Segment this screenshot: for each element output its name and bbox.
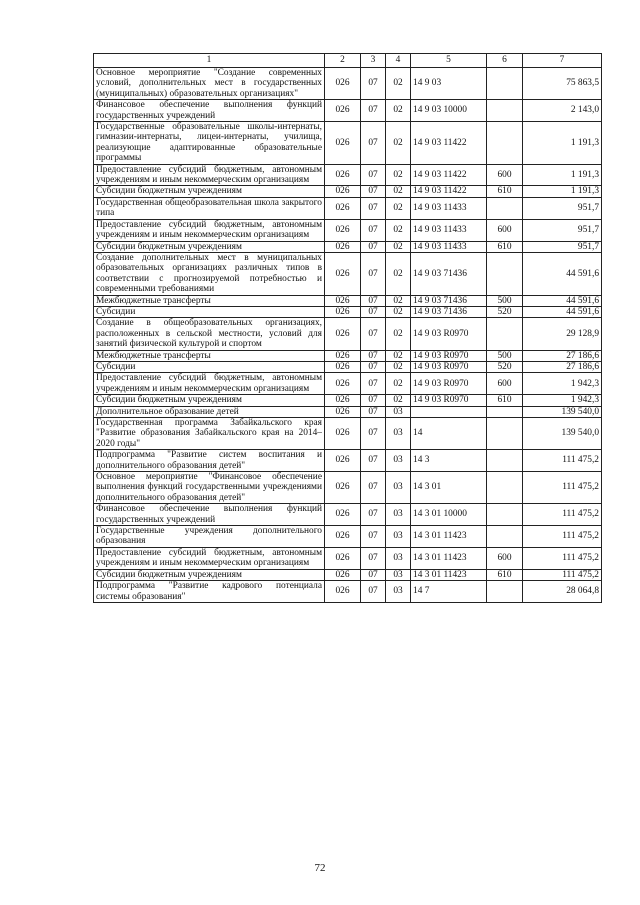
table-row <box>94 581 602 603</box>
section-cell: 07 <box>361 68 386 100</box>
section-cell: 07 <box>361 122 386 165</box>
subsection-cell: 02 <box>386 186 411 197</box>
row-name-cell: Субсидии <box>94 361 325 372</box>
target-article-cell: 14 9 03 11433 <box>411 197 487 219</box>
subsection-cell: 02 <box>386 306 411 317</box>
section-cell: 07 <box>361 197 386 219</box>
subsection-cell: 02 <box>386 219 411 241</box>
table-row <box>94 306 602 317</box>
expense-type-cell: 610 <box>487 241 523 252</box>
table-row <box>94 318 602 350</box>
table-header-row <box>94 54 602 68</box>
column-header: 3 <box>361 54 386 68</box>
grbs-code-cell: 026 <box>325 241 361 252</box>
target-article-cell: 14 3 01 10000 <box>411 504 487 526</box>
expense-type-cell <box>487 581 523 603</box>
table-row <box>94 418 602 450</box>
amount-cell: 951,7 <box>523 219 602 241</box>
section-cell: 07 <box>361 252 386 295</box>
subsection-cell: 03 <box>386 504 411 526</box>
amount-cell: 1 191,3 <box>523 122 602 165</box>
amount-cell: 75 863,5 <box>523 68 602 100</box>
subsection-cell: 02 <box>386 197 411 219</box>
target-article-cell: 14 <box>411 418 487 450</box>
grbs-code-cell: 026 <box>325 547 361 569</box>
grbs-code-cell: 026 <box>325 581 361 603</box>
expense-type-cell: 500 <box>487 295 523 306</box>
target-article-cell: 14 9 03 10000 <box>411 100 487 122</box>
row-name-cell: Субсидии <box>94 306 325 317</box>
row-name-cell: Основное мероприятие "Финансовое обеспечение выполнения функций государственными учреждениями дополнительного образования детей" <box>94 472 325 504</box>
subsection-cell: 02 <box>386 241 411 252</box>
table-row <box>94 295 602 306</box>
amount-cell: 111 475,2 <box>523 569 602 580</box>
section-cell: 07 <box>361 472 386 504</box>
grbs-code-cell: 026 <box>325 350 361 361</box>
expense-type-cell <box>487 68 523 100</box>
row-name-cell: Финансовое обеспечение выполнения функций государственных учреждений <box>94 100 325 122</box>
row-name-cell: Создание дополнительных мест в муниципальных образовательных организациях различных типов в соответствии с прогнозируемой потребностью и современными требованиями <box>94 252 325 295</box>
expense-type-cell: 610 <box>487 569 523 580</box>
column-header: 5 <box>411 54 487 68</box>
row-name-cell: Государственная программа Забайкальского края "Развитие образования Забайкальского края на 2014–2020 годы" <box>94 418 325 450</box>
table-row <box>94 395 602 406</box>
row-name-cell: Основное мероприятие "Создание современных условий, дополнительных мест в государственных (муниципальных) образовательных организациях" <box>94 68 325 100</box>
subsection-cell: 02 <box>386 350 411 361</box>
section-cell: 07 <box>361 100 386 122</box>
target-article-cell: 14 3 01 11423 <box>411 569 487 580</box>
expense-type-cell: 600 <box>487 219 523 241</box>
target-article-cell: 14 9 03 R0970 <box>411 318 487 350</box>
column-header: 7 <box>523 54 602 68</box>
expense-type-cell: 520 <box>487 306 523 317</box>
expense-type-cell: 520 <box>487 361 523 372</box>
expense-type-cell <box>487 504 523 526</box>
subsection-cell: 03 <box>386 569 411 580</box>
section-cell: 07 <box>361 581 386 603</box>
column-header: 4 <box>386 54 411 68</box>
table-row <box>94 219 602 241</box>
section-cell: 07 <box>361 306 386 317</box>
target-article-cell: 14 9 03 R0970 <box>411 350 487 361</box>
amount-cell: 44 591,6 <box>523 252 602 295</box>
subsection-cell: 02 <box>386 122 411 165</box>
table-row <box>94 252 602 295</box>
table-row <box>94 164 602 186</box>
grbs-code-cell: 026 <box>325 373 361 395</box>
column-header: 1 <box>94 54 325 68</box>
subsection-cell: 02 <box>386 252 411 295</box>
subsection-cell: 02 <box>386 318 411 350</box>
amount-cell: 1 942,3 <box>523 395 602 406</box>
section-cell: 07 <box>361 361 386 372</box>
target-article-cell: 14 3 01 11423 <box>411 547 487 569</box>
column-header: 6 <box>487 54 523 68</box>
page-number: 72 <box>314 862 326 874</box>
row-name-cell: Субсидии бюджетным учреждениям <box>94 395 325 406</box>
row-name-cell: Государственная общеобразовательная школа закрытого типа <box>94 197 325 219</box>
subsection-cell: 02 <box>386 164 411 186</box>
section-cell: 07 <box>361 450 386 472</box>
grbs-code-cell: 026 <box>325 361 361 372</box>
target-article-cell: 14 9 03 R0970 <box>411 373 487 395</box>
amount-cell: 27 186,6 <box>523 361 602 372</box>
target-article-cell: 14 3 01 11423 <box>411 526 487 548</box>
table-row <box>94 472 602 504</box>
row-name-cell: Субсидии бюджетным учреждениям <box>94 241 325 252</box>
subsection-cell: 03 <box>386 547 411 569</box>
target-article-cell: 14 9 03 R0970 <box>411 361 487 372</box>
table-row <box>94 569 602 580</box>
grbs-code-cell: 026 <box>325 219 361 241</box>
expense-type-cell <box>487 526 523 548</box>
expense-type-cell <box>487 122 523 165</box>
table-row <box>94 526 602 548</box>
table-row <box>94 100 602 122</box>
expense-type-cell <box>487 318 523 350</box>
table-body <box>94 68 602 603</box>
expense-type-cell <box>487 252 523 295</box>
grbs-code-cell: 026 <box>325 406 361 417</box>
subsection-cell: 02 <box>386 295 411 306</box>
row-name-cell: Предоставление субсидий бюджетным, автономным учреждениям и иным некоммерческим организациям <box>94 373 325 395</box>
target-article-cell: 14 9 03 11422 <box>411 186 487 197</box>
table-row <box>94 68 602 100</box>
amount-cell: 111 475,2 <box>523 450 602 472</box>
table-row <box>94 450 602 472</box>
amount-cell: 111 475,2 <box>523 504 602 526</box>
grbs-code-cell: 026 <box>325 252 361 295</box>
subsection-cell: 02 <box>386 100 411 122</box>
target-article-cell: 14 7 <box>411 581 487 603</box>
target-article-cell <box>411 406 487 417</box>
expense-type-cell <box>487 472 523 504</box>
target-article-cell: 14 9 03 11433 <box>411 219 487 241</box>
section-cell: 07 <box>361 219 386 241</box>
subsection-cell: 03 <box>386 418 411 450</box>
section-cell: 07 <box>361 504 386 526</box>
amount-cell: 139 540,0 <box>523 418 602 450</box>
expense-type-cell <box>487 418 523 450</box>
amount-cell: 28 064,8 <box>523 581 602 603</box>
section-cell: 07 <box>361 569 386 580</box>
row-name-cell: Предоставление субсидий бюджетным, автономным учреждениям и иным некоммерческим организациям <box>94 219 325 241</box>
grbs-code-cell: 026 <box>325 186 361 197</box>
table-row <box>94 241 602 252</box>
target-article-cell: 14 9 03 11433 <box>411 241 487 252</box>
grbs-code-cell: 026 <box>325 418 361 450</box>
row-name-cell: Межбюджетные трансферты <box>94 295 325 306</box>
grbs-code-cell: 026 <box>325 318 361 350</box>
section-cell: 07 <box>361 395 386 406</box>
expense-type-cell <box>487 197 523 219</box>
table-row <box>94 122 602 165</box>
section-cell: 07 <box>361 373 386 395</box>
table-row <box>94 504 602 526</box>
subsection-cell: 03 <box>386 472 411 504</box>
expense-type-cell: 600 <box>487 164 523 186</box>
section-cell: 07 <box>361 418 386 450</box>
grbs-code-cell: 026 <box>325 295 361 306</box>
grbs-code-cell: 026 <box>325 306 361 317</box>
amount-cell: 111 475,2 <box>523 472 602 504</box>
grbs-code-cell: 026 <box>325 450 361 472</box>
grbs-code-cell: 026 <box>325 197 361 219</box>
expense-type-cell: 600 <box>487 547 523 569</box>
grbs-code-cell: 026 <box>325 569 361 580</box>
amount-cell: 1 191,3 <box>523 186 602 197</box>
table-row <box>94 406 602 417</box>
expense-type-cell: 610 <box>487 186 523 197</box>
target-article-cell: 14 9 03 <box>411 68 487 100</box>
section-cell: 07 <box>361 164 386 186</box>
row-name-cell: Создание в общеобразовательных организациях, расположенных в сельской местности, условий для занятий физической культурой и спортом <box>94 318 325 350</box>
amount-cell: 111 475,2 <box>523 526 602 548</box>
target-article-cell: 14 9 03 71436 <box>411 295 487 306</box>
expense-type-cell <box>487 100 523 122</box>
section-cell: 07 <box>361 547 386 569</box>
subsection-cell: 02 <box>386 361 411 372</box>
table-row <box>94 547 602 569</box>
section-cell: 07 <box>361 241 386 252</box>
section-cell: 07 <box>361 295 386 306</box>
row-name-cell: Государственные образовательные школы-интернаты, гимназии-интернаты, лицеи-интернаты, училища, реализующие адаптированные образовательные программы <box>94 122 325 165</box>
section-cell: 07 <box>361 318 386 350</box>
amount-cell: 139 540,0 <box>523 406 602 417</box>
target-article-cell: 14 9 03 R0970 <box>411 395 487 406</box>
subsection-cell: 03 <box>386 526 411 548</box>
row-name-cell: Предоставление субсидий бюджетным, автономным учреждениям и иным некоммерческим организациям <box>94 164 325 186</box>
table-row <box>94 197 602 219</box>
expense-type-cell: 500 <box>487 350 523 361</box>
amount-cell: 1 942,3 <box>523 373 602 395</box>
target-article-cell: 14 9 03 71436 <box>411 252 487 295</box>
amount-cell: 44 591,6 <box>523 295 602 306</box>
target-article-cell: 14 3 01 <box>411 472 487 504</box>
amount-cell: 2 143,0 <box>523 100 602 122</box>
grbs-code-cell: 026 <box>325 472 361 504</box>
amount-cell: 951,7 <box>523 197 602 219</box>
amount-cell: 27 186,6 <box>523 350 602 361</box>
target-article-cell: 14 9 03 11422 <box>411 122 487 165</box>
row-name-cell: Субсидии бюджетным учреждениям <box>94 569 325 580</box>
section-cell: 07 <box>361 406 386 417</box>
table-row <box>94 350 602 361</box>
grbs-code-cell: 026 <box>325 68 361 100</box>
expense-type-cell <box>487 450 523 472</box>
expense-type-cell <box>487 406 523 417</box>
section-cell: 07 <box>361 350 386 361</box>
row-name-cell: Дополнительное образование детей <box>94 406 325 417</box>
subsection-cell: 03 <box>386 581 411 603</box>
grbs-code-cell: 026 <box>325 504 361 526</box>
row-name-cell: Государственные учреждения дополнительного образования <box>94 526 325 548</box>
amount-cell: 44 591,6 <box>523 306 602 317</box>
row-name-cell: Субсидии бюджетным учреждениям <box>94 186 325 197</box>
subsection-cell: 02 <box>386 68 411 100</box>
table-row <box>94 361 602 372</box>
subsection-cell: 03 <box>386 406 411 417</box>
row-name-cell: Финансовое обеспечение выполнения функций государственных учреждений <box>94 504 325 526</box>
section-cell: 07 <box>361 186 386 197</box>
grbs-code-cell: 026 <box>325 122 361 165</box>
grbs-code-cell: 026 <box>325 526 361 548</box>
amount-cell: 951,7 <box>523 241 602 252</box>
amount-cell: 111 475,2 <box>523 547 602 569</box>
row-name-cell: Подпрограмма "Развитие кадрового потенциала системы образования" <box>94 581 325 603</box>
subsection-cell: 03 <box>386 450 411 472</box>
grbs-code-cell: 026 <box>325 164 361 186</box>
row-name-cell: Предоставление субсидий бюджетным, автономным учреждениям и иным некоммерческим организациям <box>94 547 325 569</box>
column-header: 2 <box>325 54 361 68</box>
table-row <box>94 373 602 395</box>
row-name-cell: Межбюджетные трансферты <box>94 350 325 361</box>
target-article-cell: 14 9 03 71436 <box>411 306 487 317</box>
section-cell: 07 <box>361 526 386 548</box>
expense-type-cell: 610 <box>487 395 523 406</box>
subsection-cell: 02 <box>386 373 411 395</box>
row-name-cell: Подпрограмма "Развитие систем воспитания и дополнительного образования детей" <box>94 450 325 472</box>
grbs-code-cell: 026 <box>325 395 361 406</box>
grbs-code-cell: 026 <box>325 100 361 122</box>
amount-cell: 29 128,9 <box>523 318 602 350</box>
target-article-cell: 14 9 03 11422 <box>411 164 487 186</box>
amount-cell: 1 191,3 <box>523 164 602 186</box>
budget-table <box>93 53 602 603</box>
target-article-cell: 14 3 <box>411 450 487 472</box>
expense-type-cell: 600 <box>487 373 523 395</box>
table-row <box>94 186 602 197</box>
subsection-cell: 02 <box>386 395 411 406</box>
